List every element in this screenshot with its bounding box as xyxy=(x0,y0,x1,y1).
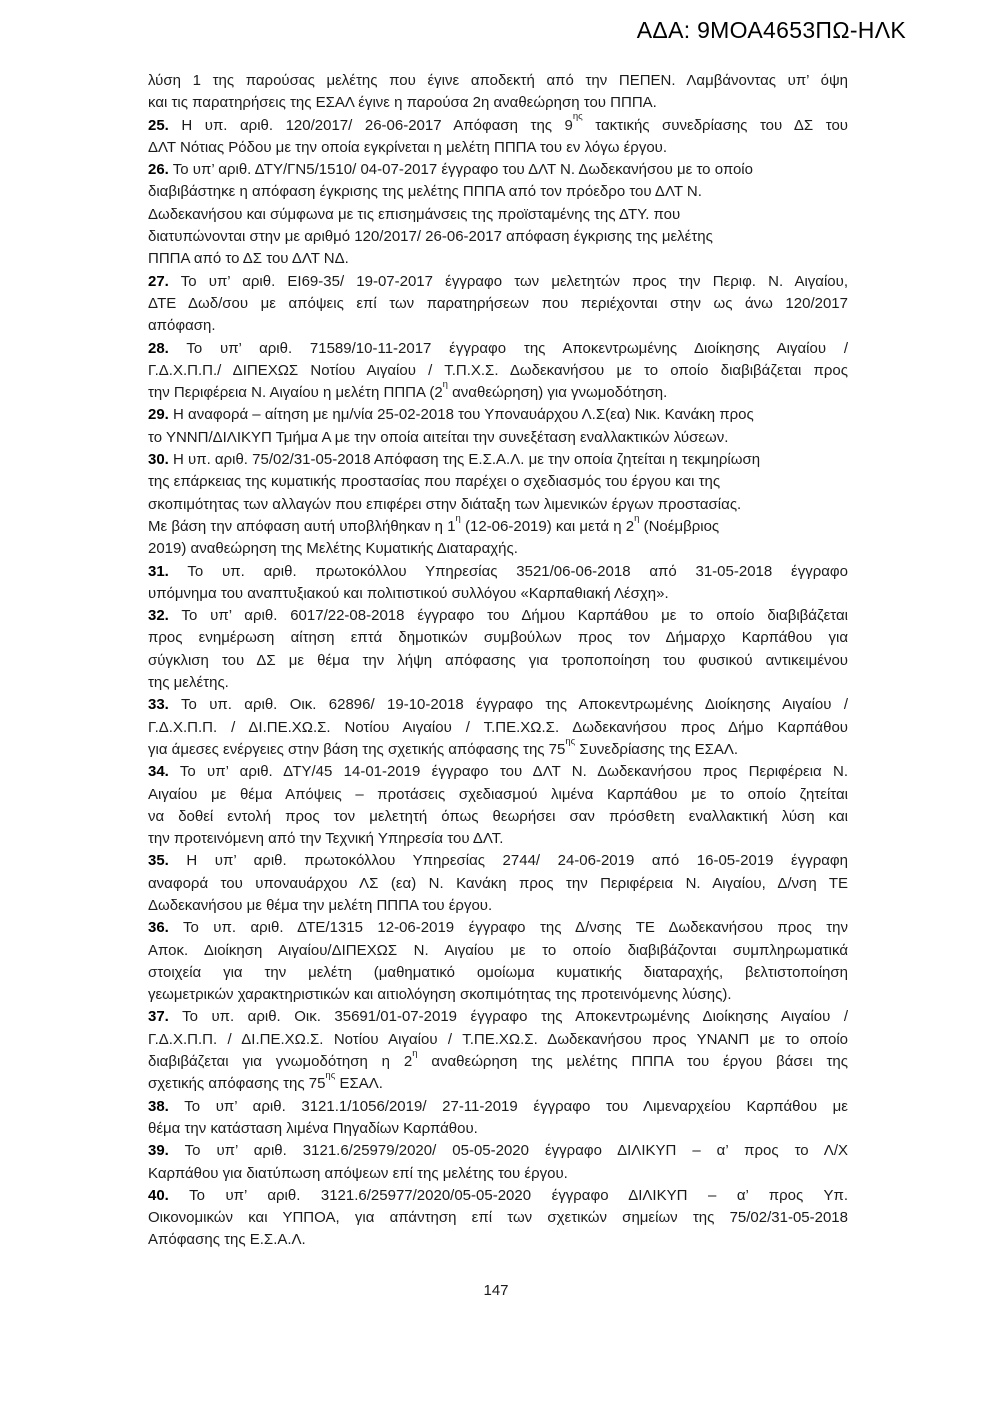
paragraph-item-34 xyxy=(148,761,848,850)
text-line: ΔΛΤ Νότιας Ρόδου με την οποία εγκρίνεται η μελέτη ΠΠΠΑ του εν λόγω έργου. xyxy=(148,138,668,156)
text-line: Γ.Δ.Χ.Π.Π. / ΔΙ.ΠΕ.ΧΩ.Σ. Νοτίου Αιγαίου / Τ.ΠΕ.ΧΩ.Σ. Δωδεκανήσου προς Δήμο Καρπάθου xyxy=(148,718,848,736)
text-line: 30. Η υπ. αριθ. 75/02/31-05-2018 Απόφαση της Ε.Σ.Α.Λ. με την οποία ζητείται η τεκμηρίωση xyxy=(148,451,761,469)
text-line: Οικονομικών και ΥΠΠΟΑ, για απάντηση επί των σχετικών σημείων της 75/02/31-05-2018 xyxy=(148,1209,848,1227)
item-number: 38. xyxy=(148,1097,169,1115)
text-line: 27. Το υπ’ αριθ. ΕΙ69-35/ 19-07-2017 έγγραφο των μελετητών προς την Περιφ. Ν. Αιγαίου, xyxy=(148,272,848,290)
item-number: 27. xyxy=(148,272,169,290)
text-line: διατυπώνονται στην με αριθμό 120/2017/ 26-06-2017 απόφαση έγκρισης της μελέτης xyxy=(148,228,713,246)
text-line: σύγκλιση του ΔΣ με θέμα την λήψη απόφασης για τροποποίηση του φυσικού αντικειμένου xyxy=(148,651,848,669)
paragraph-item-26 xyxy=(148,159,848,270)
item-number: 29. xyxy=(148,406,169,424)
text-line: σχετικής απόφασης της $75^{\eta\varsigma}$ ΕΣΑΛ. xyxy=(148,1070,383,1093)
paragraph-item-32 xyxy=(148,605,848,694)
text-line: διαβιβάστηκε η απόφαση έγκρισης της μελέτης ΠΠΠΑ από τον πρόεδρο του ΔΛΤ Ν. xyxy=(148,183,702,201)
text-line: την Περιφέρεια Ν. Αιγαίου η μελέτη ΠΠΠΑ ($2^\eta$ αναθεώρηση) για γνωμοδότηση. xyxy=(148,378,668,402)
paragraph-item-25 xyxy=(148,111,848,160)
text-line: ΠΠΠΑ από το ΔΣ του ΔΛΤ ΝΔ. xyxy=(148,250,349,268)
ordinal-superscript: ης xyxy=(565,735,576,747)
text-line: 36. Το υπ. αριθ. ΔΤΕ/1315 12-06-2019 έγγραφο της Δ/νσης ΤΕ Δωδεκανήσου προς την xyxy=(148,919,848,937)
text-line: να δοθεί εντολή προς τον μελετητή όπως θεωρήσει σαν πρόσθετη εναλλακτική λύση και xyxy=(148,807,848,825)
text-line: 34. Το υπ’ αριθ. ΔΤΥ/45 14-01-2019 έγγραφο του ΔΛΤ Ν. Δωδεκανήσου προς Περιφέρεια Ν. xyxy=(148,763,848,781)
ada-reference: ΑΔΑ: 9ΜΟΑ4653ΠΩ-ΗΛΚ xyxy=(636,17,906,43)
item-number: 35. xyxy=(148,852,169,870)
text-line: 26. Το υπ’ αριθ. ΔΤΥ/ΓΝ5/1510/ 04-07-2017 έγγραφο του ΔΛΤ Ν. Δωδεκανήσου με το οποίο xyxy=(148,161,753,179)
paragraph-item-38 xyxy=(148,1096,848,1141)
item-number: 34. xyxy=(148,763,169,781)
text-line: της επάρκειας της κυματικής προστασίας που παρέχει ο σχεδιασμός του έργου και της xyxy=(148,473,721,491)
document-body xyxy=(148,70,848,1252)
paragraph-item-28 xyxy=(148,338,848,405)
text-line: Δωδεκανήσου και σύμφωνα με τις επισημάνσεις της προϊσταμένης της ΔΤΥ. που xyxy=(148,205,681,223)
text-line: Με βάση την απόφαση αυτή υποβλήθηκαν η $1^\eta$ (12-06-2019) και μετά η $2^\eta$ (Νοέμβριος xyxy=(148,512,720,535)
text-line: θέμα την κατάσταση λιμένα Πηγαδίων Καρπάθου. xyxy=(148,1119,478,1137)
item-number: 28. xyxy=(148,339,169,357)
text-line: υπόμνημα του αναπτυξιακού και πολιτιστικού συλλόγου «Καρπαθιακή Λέσχη». xyxy=(148,584,669,602)
text-line: 29. Η αναφορά – αίτηση με ημ/νία 25-02-2018 του Υποναυάρχου Λ.Σ(εα) Νικ. Κανάκη προς xyxy=(148,406,754,424)
item-number: 26. xyxy=(148,161,169,179)
text-line: Δωδεκανήσου με θέμα την μελέτη ΠΠΠΑ του έργου. xyxy=(148,896,493,914)
ordinal-superscript: η xyxy=(634,512,640,524)
paragraph-item-27 xyxy=(148,271,848,338)
paragraph-item-39 xyxy=(148,1140,848,1185)
text-line: 28. Το υπ’ αριθ. 71589/10-11-2017 έγγραφο της Αποκεντρωμένης Διοίκησης Αιγαίου / xyxy=(148,339,848,357)
ordinal-superscript: ης xyxy=(572,111,583,123)
text-line: προς ενημέρωση αίτηση επτά δημοτικών συμβούλων προς τον Δήμαρχο Καρπάθου για xyxy=(148,629,848,647)
ordinal-superscript: η xyxy=(455,512,461,524)
item-number: 30. xyxy=(148,451,169,469)
item-number: 39. xyxy=(148,1142,169,1160)
text-line: 32. Το υπ’ αριθ. 6017/22-08-2018 έγγραφο του Δήμου Καρπάθου με το οποίο διαβιβάζεται xyxy=(148,607,848,625)
text-line: διαβιβάζεται για γνωμοδότηση η $2^\eta$ αναθεώρηση της μελέτης ΠΠΠΑ του έργου βάσει της xyxy=(148,1047,848,1071)
item-number: 36. xyxy=(148,919,169,937)
text-line: για άμεσες ενέργειες στην βάση της σχετικής απόφασης της $75^{\eta\varsigma}$ Συνεδρίασης της ΕΣΑΛ. xyxy=(148,735,739,758)
ordinal-superscript: η xyxy=(412,1047,418,1059)
text-line: την προτεινόμενη από την Τεχνική Υπηρεσία του ΔΛΤ. xyxy=(148,830,504,848)
item-number: 37. xyxy=(148,1008,169,1026)
paragraph-item-30 xyxy=(148,449,848,560)
paragraph-item-36 xyxy=(148,917,848,1006)
text-line: λύση 1 της παρούσας μελέτης που έγινε αποδεκτή από την ΠΕΠΕΝ. Λαμβάνοντας υπ’ όψη xyxy=(148,72,848,89)
item-number: 31. xyxy=(148,562,169,580)
text-line: γεωμετρικών χαρακτηριστικών και αιτιολόγηση σκοπιμότητας της προτεινόμενης λύσης). xyxy=(148,986,732,1004)
text-line: και τις παρατηρήσεις της ΕΣΑΛ έγινε η παρούσα 2η αναθεώρηση του ΠΠΠΑ. xyxy=(148,94,657,112)
text-line: 38. Το υπ’ αριθ. 3121.1/1056/2019/ 27-11-2019 έγγραφο του Λιμεναρχείου Καρπάθου με xyxy=(148,1097,848,1115)
ordinal-superscript: η xyxy=(442,378,448,390)
text-line: στοιχεία για την μελέτη (μαθηματικό ομοίωμα κυματικής διαταραχής, βελτιστοποίηση xyxy=(148,963,848,981)
text-line: της μελέτης. xyxy=(148,674,229,692)
text-line: 25. Η υπ. αριθ. 120/2017/ 26-06-2017 Απόφαση της $9^{\eta\varsigma}$ τακτικής συνεδρίασης του ΔΣ του xyxy=(148,111,848,134)
item-number: 40. xyxy=(148,1186,169,1204)
text-line: Καρπάθου για διατύπωση απόψεων επί της μελέτης του έργου. xyxy=(148,1164,568,1182)
text-line: Γ.Δ.Χ.Π.Π./ ΔΙΠΕΧΩΣ Νοτίου Αιγαίου / Τ.Π.Χ.Σ. Δωδεκανήσου με το οποίο διαβιβάζεται προς xyxy=(148,361,848,379)
text-line: 2019) αναθεώρηση της Μελέτης Κυματικής Διαταραχής. xyxy=(148,540,518,558)
text-line: σκοπιμότητας των αλλαγών που επιφέρει στην διάταξη των λιμενικών έργων προστασίας. xyxy=(148,495,742,513)
text-line: απόφαση. xyxy=(148,317,216,335)
paragraph-item-31 xyxy=(148,561,848,606)
text-line: Απόφασης της Ε.Σ.Α.Λ. xyxy=(148,1231,306,1249)
text-line: 40. Το υπ’ αριθ. 3121.6/25977/2020/05-05-2020 έγγραφο ΔΙΛΙΚΥΠ – α’ προς Υπ. xyxy=(148,1186,848,1204)
paragraph-item-33 xyxy=(148,694,848,761)
paragraph-item-37 xyxy=(148,1006,848,1095)
paragraph-intro xyxy=(148,70,848,115)
text-line: το ΥΝΝΠ/ΔΙΛΙΚΥΠ Τμήμα Α με την οποία αιτείται την συνεξέταση εναλλακτικών λύσεων. xyxy=(148,428,729,446)
page-number: 147 xyxy=(483,1282,509,1299)
item-number: 32. xyxy=(148,607,169,625)
text-line: 33. Το υπ. αριθ. Οικ. 62896/ 19-10-2018 έγγραφο της Αποκεντρωμένης Διοίκησης Αιγαίου / xyxy=(148,696,848,714)
text-line: αναφορά του υποναυάρχου ΛΣ (εα) Ν. Κανάκη προς την Περιφέρεια Ν. Αιγαίου, Δ/νση ΤΕ xyxy=(148,874,848,892)
text-line: Αιγαίου με θέμα Απόψεις – προτάσεις σχεδιασμού λιμένα Καρπάθου με το οποίο ζητείται xyxy=(148,785,848,803)
ordinal-superscript: ης xyxy=(325,1070,336,1082)
paragraph-item-35 xyxy=(148,850,848,917)
text-line: 37. Το υπ. αριθ. Οικ. 35691/01-07-2019 έγγραφο της Αποκεντρωμένης Διοίκησης Αιγαίου / xyxy=(148,1008,848,1026)
text-line: ΔΤΕ Δωδ/σου με απόψεις επί των παρατηρήσεων που περιέχονται στην ως άνω 120/2017 xyxy=(148,294,848,312)
item-number: 25. xyxy=(148,116,169,134)
text-line: Γ.Δ.Χ.Π.Π. / ΔΙ.ΠΕ.ΧΩ.Σ. Νοτίου Αιγαίου / Τ.ΠΕ.ΧΩ.Σ. Δωδεκανήσου προς ΥΝΑΝΠ με το οποίο xyxy=(148,1030,848,1048)
paragraph-item-40 xyxy=(148,1185,848,1252)
text-line: 39. Το υπ’ αριθ. 3121.6/25979/2020/ 05-05-2020 έγγραφο ΔΙΛΙΚΥΠ – α’ προς το Λ/Χ xyxy=(148,1142,848,1160)
text-line: 31. Το υπ. αριθ. πρωτοκόλλου Υπηρεσίας 3521/06-06-2018 από 31-05-2018 έγγραφο xyxy=(148,562,848,580)
item-number: 33. xyxy=(148,696,169,714)
text-line: Αποκ. Διοίκηση Αιγαίου/ΔΙΠΕΧΩΣ Ν. Αιγαίου με το οποίο διαβιβάζονται συμπληρωματικά xyxy=(148,941,848,959)
paragraph-item-29 xyxy=(148,404,848,449)
text-line: 35. Η υπ’ αριθ. πρωτοκόλλου Υπηρεσίας 2744/ 24-06-2019 από 16-05-2019 έγγραφη xyxy=(148,852,848,870)
